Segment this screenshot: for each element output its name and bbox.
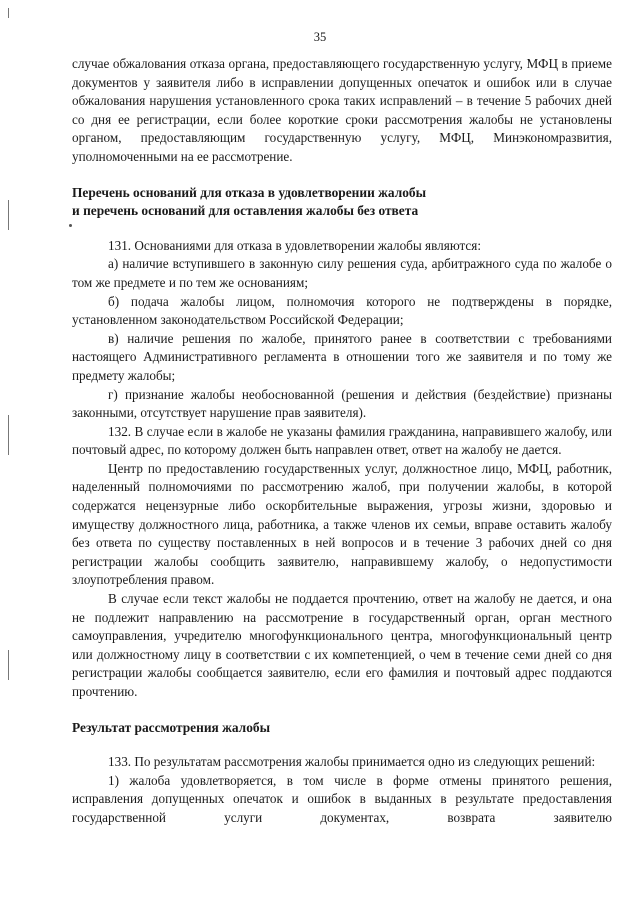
- spacer: [72, 737, 612, 753]
- intro-paragraph: случае обжалования отказа органа, предоставляющего государственную услугу, МФЦ в приеме документов у заявителя либо в исправлении допущенных опечаток и ошибок или в случае обжалования нарушения установленного срока таких исправлений – в течение 5 рабочих дней со дня ее регистрации, если более короткие сроки рассмотрения жалобы не установлены органом, предоставляющим государственную услугу, МФЦ, Минэкономразвития, уполномоченными на ее рассмотрение.: [72, 56, 612, 164]
- section-heading-refusal-line2: и перечень оснований для оставления жалобы без ответа: [72, 203, 419, 219]
- paragraph-133-1: 1) жалоба удовлетворяется, в том числе в форме отмены принятого решения, исправления допущенных опечаток и ошибок в выданных в результате предоставления государственной услуги документах, возврата заявителю: [72, 772, 612, 825]
- paragraph-132: 132. В случае если в жалобе не указаны фамилия гражданина, направившего жалобу, или почтовый адрес, по которому должен быть направлен ответ, ответ на жалобу не дается.: [72, 423, 612, 458]
- paragraph-131-b: б) подача жалобы лицом, полномочия которого не подтверждены в порядке, установленном законодательством Российской Федерации;: [72, 293, 612, 328]
- paragraph-131: 131. Основаниями для отказа в удовлетворении жалобы являются:: [108, 237, 482, 253]
- section-heading-refusal-line1: Перечень оснований для отказа в удовлетворении жалобы: [72, 184, 427, 200]
- scan-margin-mark: [8, 8, 9, 18]
- section-heading-result: Результат рассмотрения жалобы: [72, 719, 271, 735]
- page-number: 35: [313, 30, 327, 44]
- document-body: [72, 55, 612, 828]
- paragraph-133: 133. По результатам рассмотрения жалобы принимается одно из следующих решений:: [108, 754, 596, 770]
- paragraph-131-a: а) наличие вступившего в законную силу решения суда, арбитражного суда по жалобе о том же предмете и по тем же основаниям;: [72, 256, 612, 290]
- scan-margin-mark: [8, 415, 9, 455]
- paragraph-132-center: Центр по предоставлению государственных услуг, должностное лицо, МФЦ, работник, наделенный полномочиями по рассмотрению жалоб, при получении жалобы, в которой содержатся нецензурные либо оскорбительные выражения, угрозы жизни, здоровью и имуществу должностного лица, работника, а также членов их семьи, вправе оставить жалобу без ответа по существу поставленных в ней вопросов и в течение 3 рабочих дней со дня регистрации жалобы сообщить заявителю, направившему жалобу, о недопустимости злоупотребления правом.: [72, 460, 612, 588]
- paragraph-132-unreadable: В случае если текст жалобы не поддается прочтению, ответ на жалобу не дается, и она не подлежит направлению на рассмотрение в государственный орган, орган местного самоуправления, учредителю многофункционального центра, многофункциональный центр или должностному лицу в соответствии с их компетенцией, о чем в течение семи дней со дня регистрации жалобы сообщается заявителю, если его фамилия и почтовый адрес поддаются прочтению.: [72, 591, 612, 699]
- scan-margin-mark: [8, 650, 9, 680]
- spacer: [72, 221, 612, 237]
- paragraph-131-v: в) наличие решения по жалобе, принятого ранее в соответствии с требованиями настоящего Административного регламента в отношении того же заявителя и по тому же предмету жалобы;: [72, 330, 612, 383]
- spacer: [72, 702, 612, 719]
- scan-margin-mark: [8, 200, 9, 230]
- spacer: [72, 167, 612, 184]
- paragraph-131-g: г) признание жалобы необоснованной (решения и действия (бездействие) признаны законными, отсутствует нарушение прав заявителя).: [72, 386, 612, 421]
